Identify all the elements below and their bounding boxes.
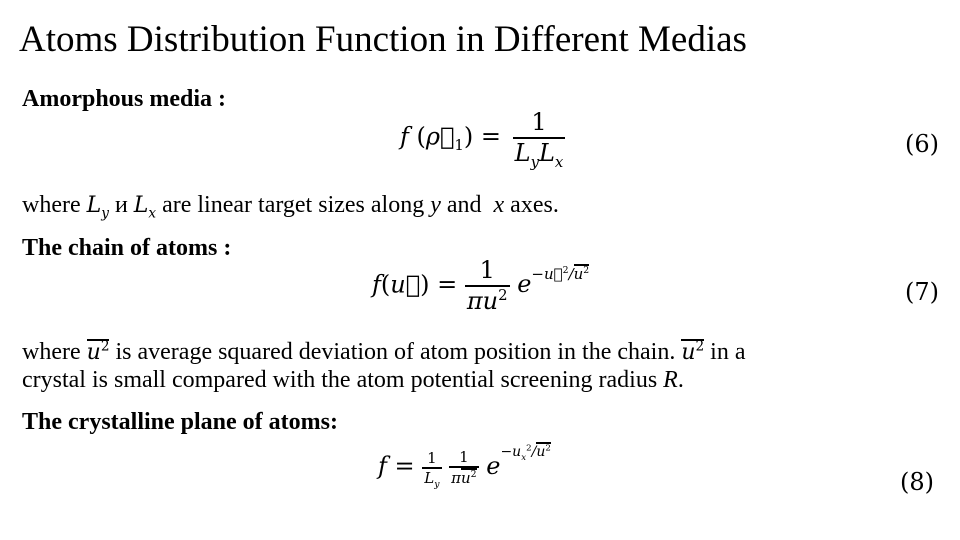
plane-heading: The crystalline plane of atoms: [22,409,338,435]
equation-6: f $(\rho⃗_1)$ = $\frac{1}{L_yL_x}$ [400,108,564,171]
amorphous-heading: Amorphous media : [22,86,227,112]
equation-number-7: (7) [905,278,939,306]
slide-title: Atoms Distribution Function in Different Medias [19,19,747,60]
equation-number-8: (8) [900,468,934,496]
chain-heading: The chain of atoms : [22,235,232,261]
equation-7: f(u⃗) = $\frac{1}{\pi u^2}$ e $-u⃗^2/u^2$ [372,256,590,315]
chain-where-line-2: crystal is small compared with the atom potential screening radius R. [22,367,684,393]
equation-8: f = $\frac{1}{L_y}$ $\frac{1}{\pi u^2}$ e $-u_x^2/u^2$ [378,443,551,490]
chain-where-line-1: where $u^2$ is average squared deviation of atom position in the chain. $u^2$ in a [22,338,746,365]
amorphous-where-line: where $L_y$ и $L_x$ are linear target sizes along y and x axes. [22,192,559,222]
equation-number-6: (6) [905,130,939,158]
